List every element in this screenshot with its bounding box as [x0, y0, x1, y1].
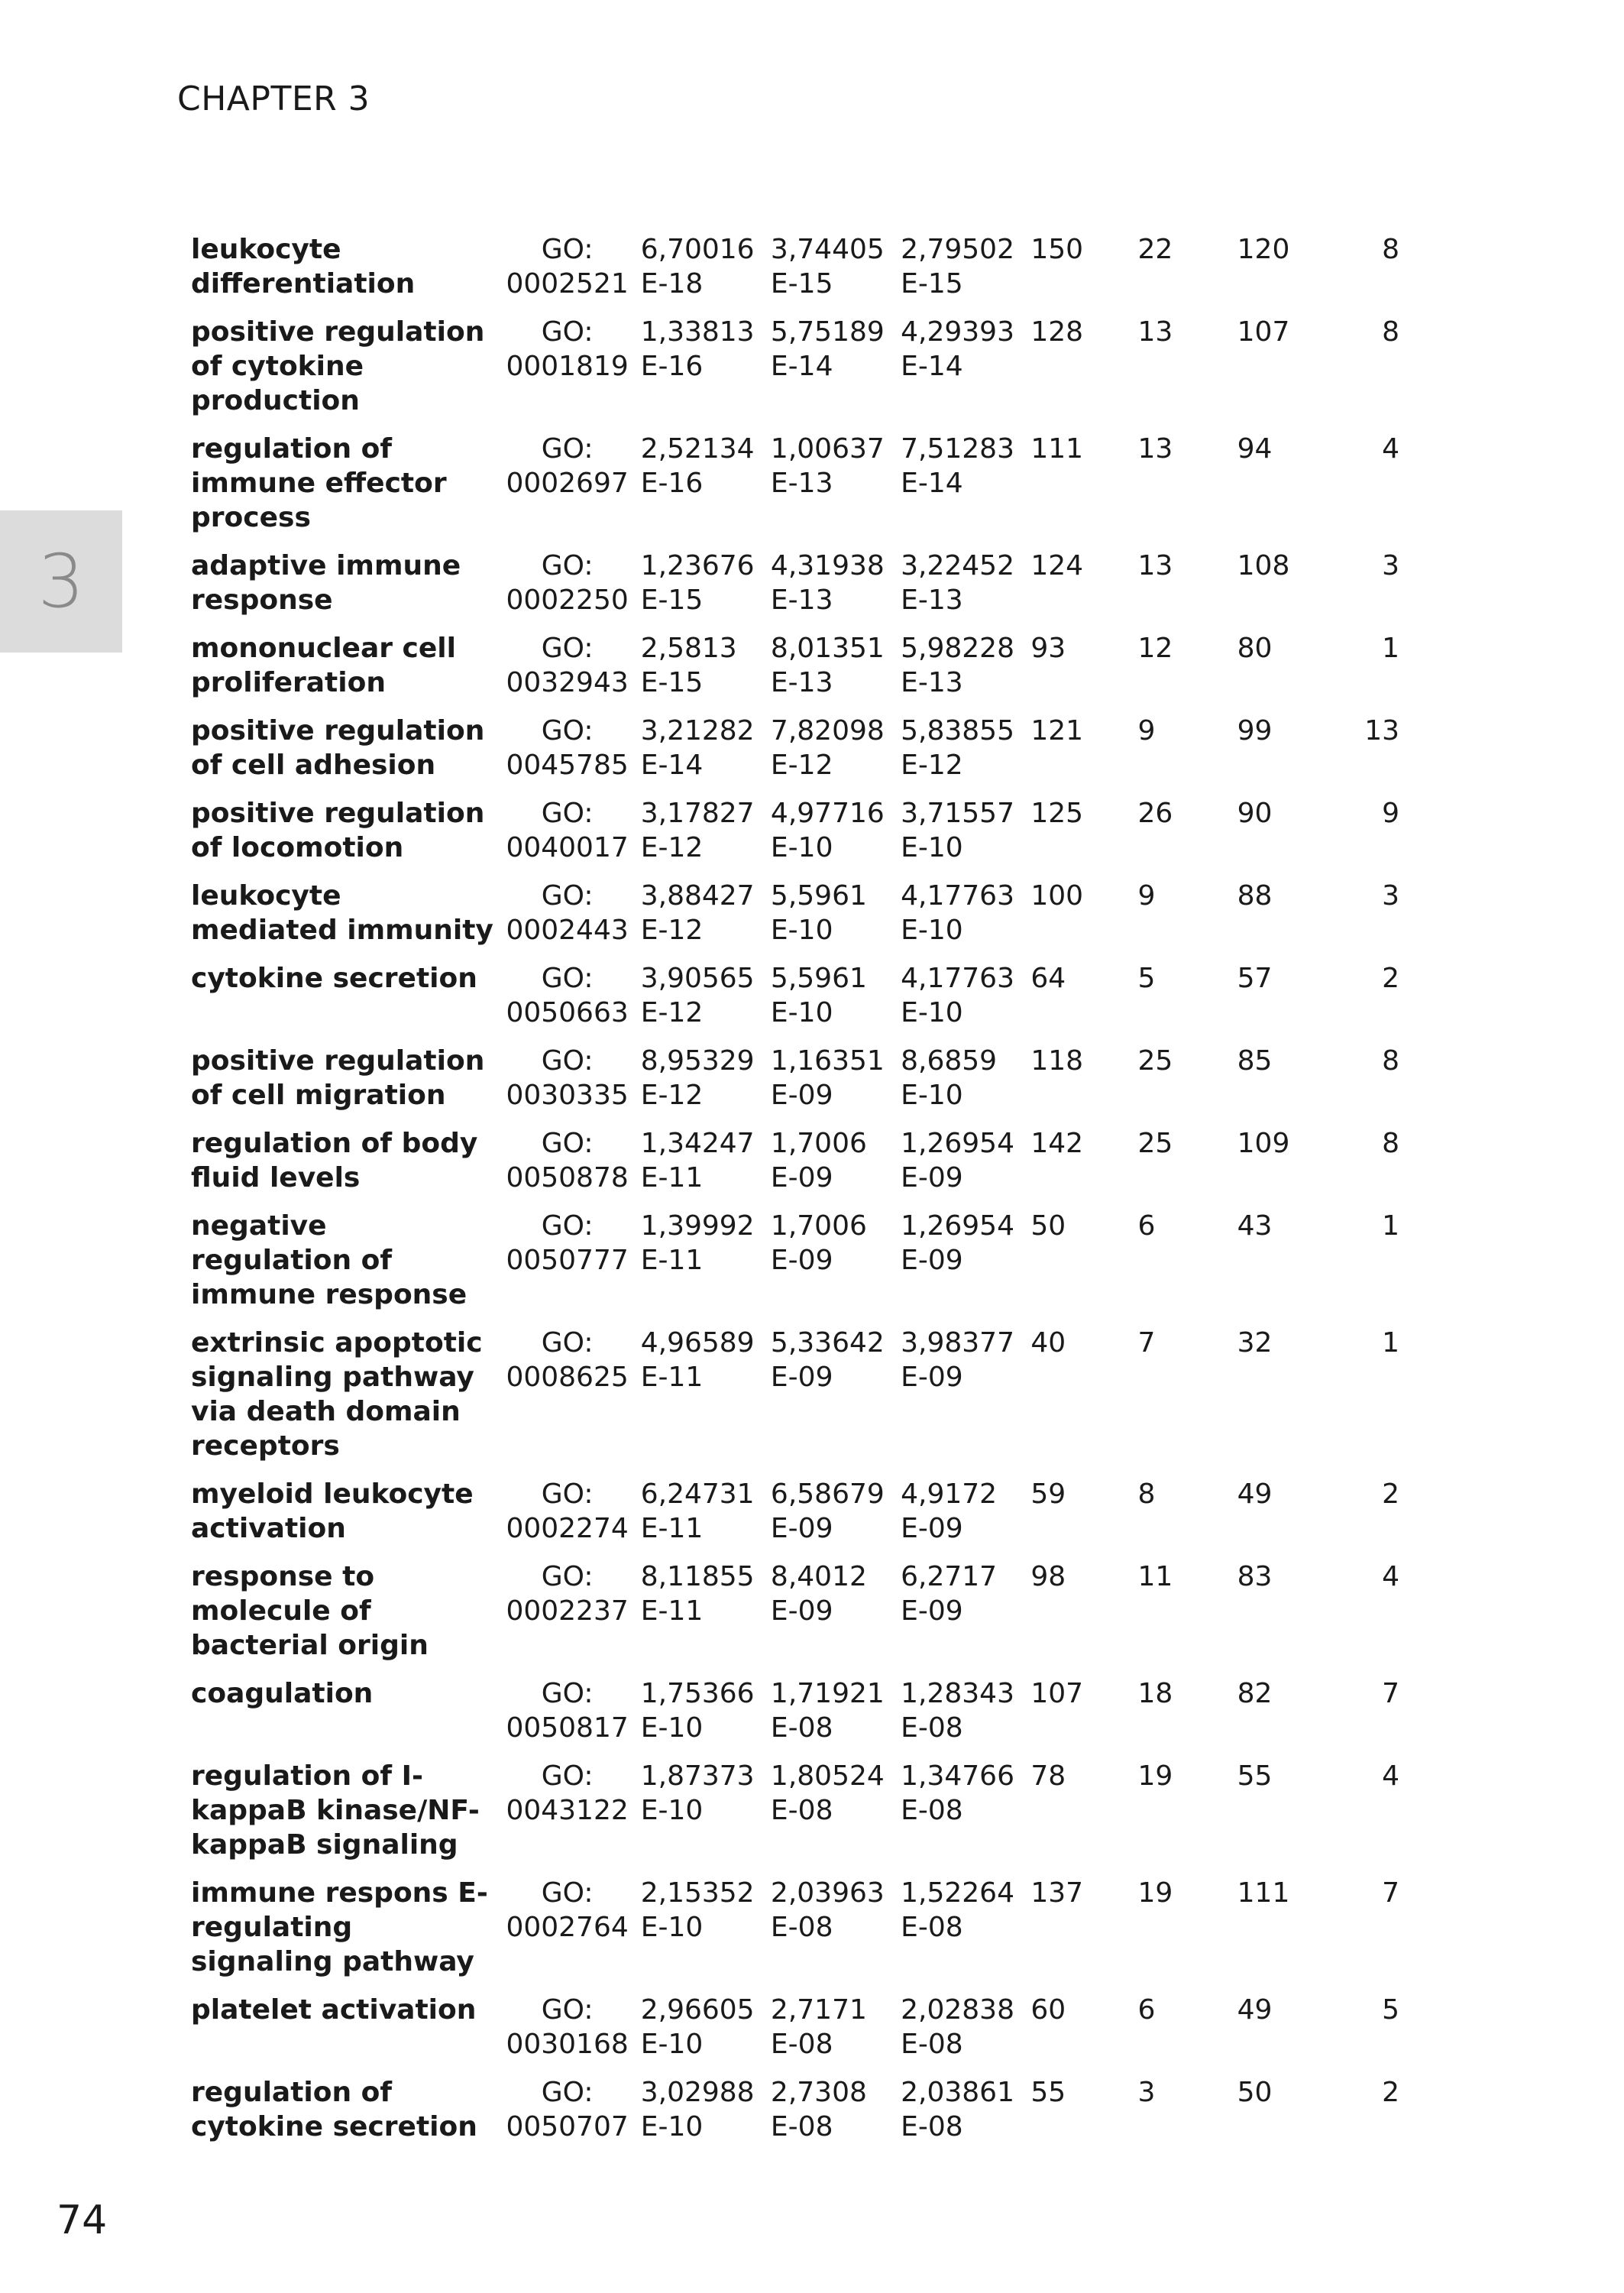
- count-cell: 7: [1382, 1877, 1399, 1909]
- count-cell: 19: [1137, 1877, 1173, 1909]
- pvalue-cell: 6,24731 E-11: [640, 1478, 755, 1544]
- count-cell: 111: [1030, 433, 1084, 465]
- count-cell: 107: [1237, 316, 1290, 348]
- table-row: [182, 1326, 1419, 1477]
- go-id-cell: GO: 0040017: [506, 798, 629, 863]
- qvalue-cell: 2,02838 E-08: [901, 1994, 1014, 2060]
- term-cell: positive regulation of cell migration: [191, 1045, 485, 1111]
- go-id-cell: GO: 0002697: [506, 433, 629, 499]
- table-row: [182, 879, 1419, 961]
- qvalue-cell: 1,34766 E-08: [901, 1760, 1014, 1826]
- count-cell: 8: [1382, 1128, 1399, 1159]
- qvalue-cell: 4,9172 E-09: [901, 1478, 998, 1544]
- count-cell: 108: [1237, 550, 1290, 581]
- count-cell: 50: [1030, 1210, 1066, 1242]
- qvalue-cell: 8,6859 E-10: [901, 1045, 998, 1111]
- adj-pvalue-cell: 5,5961 E-10: [770, 880, 867, 946]
- table-row: [182, 1676, 1419, 1759]
- table-row: [182, 714, 1419, 796]
- pvalue-cell: 2,15352 E-10: [640, 1877, 755, 1943]
- adj-pvalue-cell: 4,97716 E-10: [770, 798, 885, 863]
- go-id-cell: GO: 0002250: [506, 550, 629, 616]
- count-cell: 25: [1137, 1128, 1173, 1159]
- count-cell: 2: [1382, 963, 1399, 994]
- table-row: [182, 549, 1419, 631]
- count-cell: 13: [1137, 316, 1173, 348]
- count-cell: 3: [1382, 550, 1399, 581]
- count-cell: 125: [1030, 798, 1084, 829]
- term-cell: cytokine secretion: [191, 963, 477, 994]
- count-cell: 8: [1382, 234, 1399, 265]
- qvalue-cell: 4,17763 E-10: [901, 963, 1014, 1028]
- pvalue-cell: 3,17827 E-12: [640, 798, 755, 863]
- term-cell: mononuclear cell proliferation: [191, 633, 456, 698]
- count-cell: 55: [1030, 2077, 1066, 2108]
- qvalue-cell: 1,52264 E-08: [901, 1877, 1014, 1943]
- table-row: [182, 232, 1419, 315]
- count-cell: 5: [1137, 963, 1156, 994]
- pvalue-cell: 2,52134 E-16: [640, 433, 755, 499]
- count-cell: 88: [1237, 880, 1273, 912]
- count-cell: 18: [1137, 1678, 1173, 1709]
- pvalue-cell: 3,88427 E-12: [640, 880, 755, 946]
- go-id-cell: GO: 0008625: [506, 1327, 629, 1393]
- term-cell: regulation of immune effector process: [191, 433, 447, 533]
- count-cell: 9: [1137, 880, 1156, 912]
- adj-pvalue-cell: 4,31938 E-13: [770, 550, 885, 616]
- adj-pvalue-cell: 8,4012 E-09: [770, 1561, 867, 1627]
- count-cell: 137: [1030, 1877, 1084, 1909]
- qvalue-cell: 5,98228 E-13: [901, 633, 1014, 698]
- count-cell: 13: [1137, 433, 1173, 465]
- adj-pvalue-cell: 6,58679 E-09: [770, 1478, 885, 1544]
- adj-pvalue-cell: 2,03963 E-08: [770, 1877, 885, 1943]
- term-cell: positive regulation of cell adhesion: [191, 715, 485, 781]
- count-cell: 50: [1237, 2077, 1273, 2108]
- table-row: [182, 796, 1419, 879]
- table-row: [182, 961, 1419, 1044]
- qvalue-cell: 2,03861 E-08: [901, 2077, 1014, 2142]
- table-row: [182, 1993, 1419, 2075]
- count-cell: 99: [1237, 715, 1273, 747]
- go-id-cell: GO: 0030335: [506, 1045, 629, 1111]
- table-body: [182, 232, 1419, 2158]
- adj-pvalue-cell: 5,75189 E-14: [770, 316, 885, 382]
- term-cell: positive regulation of cytokine production: [191, 316, 485, 416]
- go-id-cell: GO: 0002764: [506, 1877, 629, 1943]
- count-cell: 3: [1382, 880, 1399, 912]
- term-cell: leukocyte differentiation: [191, 234, 416, 300]
- pvalue-cell: 3,90565 E-12: [640, 963, 755, 1028]
- adj-pvalue-cell: 1,7006 E-09: [770, 1128, 867, 1193]
- pvalue-cell: 3,21282 E-14: [640, 715, 755, 781]
- go-id-cell: GO: 0030168: [506, 1994, 629, 2060]
- table-row: [182, 1876, 1419, 1993]
- pvalue-cell: 2,5813 E-15: [640, 633, 737, 698]
- term-cell: leukocyte mediated immunity: [191, 880, 493, 946]
- count-cell: 94: [1237, 433, 1273, 465]
- table-row: [182, 1477, 1419, 1559]
- term-cell: response to molecule of bacterial origin: [191, 1561, 429, 1661]
- qvalue-cell: 1,26954 E-09: [901, 1128, 1014, 1193]
- count-cell: 90: [1237, 798, 1273, 829]
- qvalue-cell: 1,28343 E-08: [901, 1678, 1014, 1744]
- table-row: [182, 1209, 1419, 1326]
- pvalue-cell: 1,23676 E-15: [640, 550, 755, 616]
- count-cell: 7: [1137, 1327, 1156, 1359]
- count-cell: 150: [1030, 234, 1084, 265]
- term-cell: coagulation: [191, 1678, 374, 1709]
- table-row: [182, 1126, 1419, 1209]
- count-cell: 128: [1030, 316, 1084, 348]
- count-cell: 120: [1237, 234, 1290, 265]
- count-cell: 93: [1030, 633, 1066, 664]
- count-cell: 1: [1382, 1210, 1399, 1242]
- count-cell: 13: [1137, 550, 1173, 581]
- pvalue-cell: 4,96589 E-11: [640, 1327, 755, 1393]
- term-cell: myeloid leukocyte activation: [191, 1478, 474, 1544]
- adj-pvalue-cell: 5,5961 E-10: [770, 963, 867, 1028]
- qvalue-cell: 4,29393 E-14: [901, 316, 1014, 382]
- pvalue-cell: 2,96605 E-10: [640, 1994, 755, 2060]
- go-id-cell: GO: 0001819: [506, 316, 629, 382]
- count-cell: 3: [1137, 2077, 1156, 2108]
- go-id-cell: GO: 0002274: [506, 1478, 629, 1544]
- go-id-cell: GO: 0002521: [506, 234, 629, 300]
- adj-pvalue-cell: 5,33642 E-09: [770, 1327, 885, 1393]
- go-id-cell: GO: 0002443: [506, 880, 629, 946]
- count-cell: 4: [1382, 1760, 1399, 1792]
- go-enrichment-table: [182, 232, 1419, 2158]
- count-cell: 43: [1237, 1210, 1273, 1242]
- count-cell: 25: [1137, 1045, 1173, 1077]
- count-cell: 9: [1137, 715, 1156, 747]
- go-id-cell: GO: 0050663: [506, 963, 629, 1028]
- count-cell: 22: [1137, 234, 1173, 265]
- count-cell: 57: [1237, 963, 1273, 994]
- count-cell: 60: [1030, 1994, 1066, 2026]
- count-cell: 98: [1030, 1561, 1066, 1592]
- term-cell: immune respons E-regulating signaling pathway: [191, 1877, 488, 1977]
- pvalue-cell: 3,02988 E-10: [640, 2077, 755, 2142]
- term-cell: negative regulation of immune response: [191, 1210, 467, 1310]
- qvalue-cell: 3,22452 E-13: [901, 550, 1014, 616]
- count-cell: 78: [1030, 1760, 1066, 1792]
- table-row: [182, 432, 1419, 549]
- count-cell: 2: [1382, 1478, 1399, 1510]
- pvalue-cell: 8,11855 E-11: [640, 1561, 755, 1627]
- adj-pvalue-cell: 2,7308 E-08: [770, 2077, 867, 2142]
- page-number: 74: [57, 2197, 108, 2243]
- count-cell: 80: [1237, 633, 1273, 664]
- term-cell: regulation of body fluid levels: [191, 1128, 478, 1193]
- count-cell: 59: [1030, 1478, 1066, 1510]
- count-cell: 11: [1137, 1561, 1173, 1592]
- term-cell: positive regulation of locomotion: [191, 798, 485, 863]
- qvalue-cell: 3,98377 E-09: [901, 1327, 1014, 1393]
- count-cell: 64: [1030, 963, 1066, 994]
- count-cell: 8: [1382, 316, 1399, 348]
- adj-pvalue-cell: 1,71921 E-08: [770, 1678, 885, 1744]
- term-cell: extrinsic apoptotic signaling pathway via death domain receptors: [191, 1327, 483, 1462]
- count-cell: 49: [1237, 1478, 1273, 1510]
- count-cell: 124: [1030, 550, 1084, 581]
- qvalue-cell: 2,79502 E-15: [901, 234, 1014, 300]
- qvalue-cell: 6,2717 E-09: [901, 1561, 998, 1627]
- count-cell: 8: [1382, 1045, 1399, 1077]
- pvalue-cell: 1,87373 E-10: [640, 1760, 755, 1826]
- count-cell: 82: [1237, 1678, 1273, 1709]
- count-cell: 5: [1382, 1994, 1399, 2026]
- count-cell: 107: [1030, 1678, 1084, 1709]
- go-id-cell: GO: 0050817: [506, 1678, 629, 1744]
- count-cell: 111: [1237, 1877, 1290, 1909]
- count-cell: 4: [1382, 433, 1399, 465]
- count-cell: 109: [1237, 1128, 1290, 1159]
- count-cell: 12: [1137, 633, 1173, 664]
- chapter-tab: 3: [0, 510, 122, 653]
- term-cell: platelet activation: [191, 1994, 477, 2026]
- pvalue-cell: 1,33813 E-16: [640, 316, 755, 382]
- chapter-header: CHAPTER 3: [177, 79, 370, 118]
- table-row: [182, 2075, 1419, 2158]
- count-cell: 121: [1030, 715, 1084, 747]
- table-row: [182, 315, 1419, 432]
- count-cell: 100: [1030, 880, 1084, 912]
- adj-pvalue-cell: 1,7006 E-09: [770, 1210, 867, 1276]
- count-cell: 32: [1237, 1327, 1273, 1359]
- count-cell: 83: [1237, 1561, 1273, 1592]
- count-cell: 4: [1382, 1561, 1399, 1592]
- qvalue-cell: 1,26954 E-09: [901, 1210, 1014, 1276]
- go-id-cell: GO: 0050707: [506, 2077, 629, 2142]
- count-cell: 7: [1382, 1678, 1399, 1709]
- pvalue-cell: 1,39992 E-11: [640, 1210, 755, 1276]
- pvalue-cell: 6,70016 E-18: [640, 234, 755, 300]
- count-cell: 1: [1382, 1327, 1399, 1359]
- go-id-cell: GO: 0002237: [506, 1561, 629, 1627]
- count-cell: 1: [1382, 633, 1399, 664]
- go-id-cell: GO: 0050777: [506, 1210, 629, 1276]
- adj-pvalue-cell: 8,01351 E-13: [770, 633, 885, 698]
- go-id-cell: GO: 0032943: [506, 633, 629, 698]
- count-cell: 26: [1137, 798, 1173, 829]
- count-cell: 9: [1382, 798, 1399, 829]
- qvalue-cell: 4,17763 E-10: [901, 880, 1014, 946]
- table-row: [182, 1559, 1419, 1676]
- count-cell: 142: [1030, 1128, 1084, 1159]
- count-cell: 2: [1382, 2077, 1399, 2108]
- pvalue-cell: 1,34247 E-11: [640, 1128, 755, 1193]
- count-cell: 49: [1237, 1994, 1273, 2026]
- adj-pvalue-cell: 1,00637 E-13: [770, 433, 885, 499]
- qvalue-cell: 5,83855 E-12: [901, 715, 1014, 781]
- count-cell: 40: [1030, 1327, 1066, 1359]
- count-cell: 118: [1030, 1045, 1084, 1077]
- table-row: [182, 1044, 1419, 1126]
- adj-pvalue-cell: 7,82098 E-12: [770, 715, 885, 781]
- term-cell: adaptive immune response: [191, 550, 461, 616]
- table-row: [182, 631, 1419, 714]
- go-id-cell: GO: 0043122: [506, 1760, 629, 1826]
- count-cell: 19: [1137, 1760, 1173, 1792]
- count-cell: 6: [1137, 1210, 1156, 1242]
- qvalue-cell: 7,51283 E-14: [901, 433, 1014, 499]
- count-cell: 13: [1364, 715, 1399, 747]
- count-cell: 55: [1237, 1760, 1273, 1792]
- adj-pvalue-cell: 1,80524 E-08: [770, 1760, 885, 1826]
- pvalue-cell: 1,75366 E-10: [640, 1678, 755, 1744]
- adj-pvalue-cell: 2,7171 E-08: [770, 1994, 867, 2060]
- go-id-cell: GO: 0050878: [506, 1128, 629, 1193]
- count-cell: 8: [1137, 1478, 1156, 1510]
- pvalue-cell: 8,95329 E-12: [640, 1045, 755, 1111]
- go-id-cell: GO: 0045785: [506, 715, 629, 781]
- adj-pvalue-cell: 3,74405 E-15: [770, 234, 885, 300]
- adj-pvalue-cell: 1,16351 E-09: [770, 1045, 885, 1111]
- qvalue-cell: 3,71557 E-10: [901, 798, 1014, 863]
- term-cell: regulation of cytokine secretion: [191, 2077, 477, 2142]
- term-cell: regulation of I-kappaB kinase/NF-kappaB signaling: [191, 1760, 480, 1861]
- table-row: [182, 1759, 1419, 1876]
- count-cell: 85: [1237, 1045, 1273, 1077]
- count-cell: 6: [1137, 1994, 1156, 2026]
